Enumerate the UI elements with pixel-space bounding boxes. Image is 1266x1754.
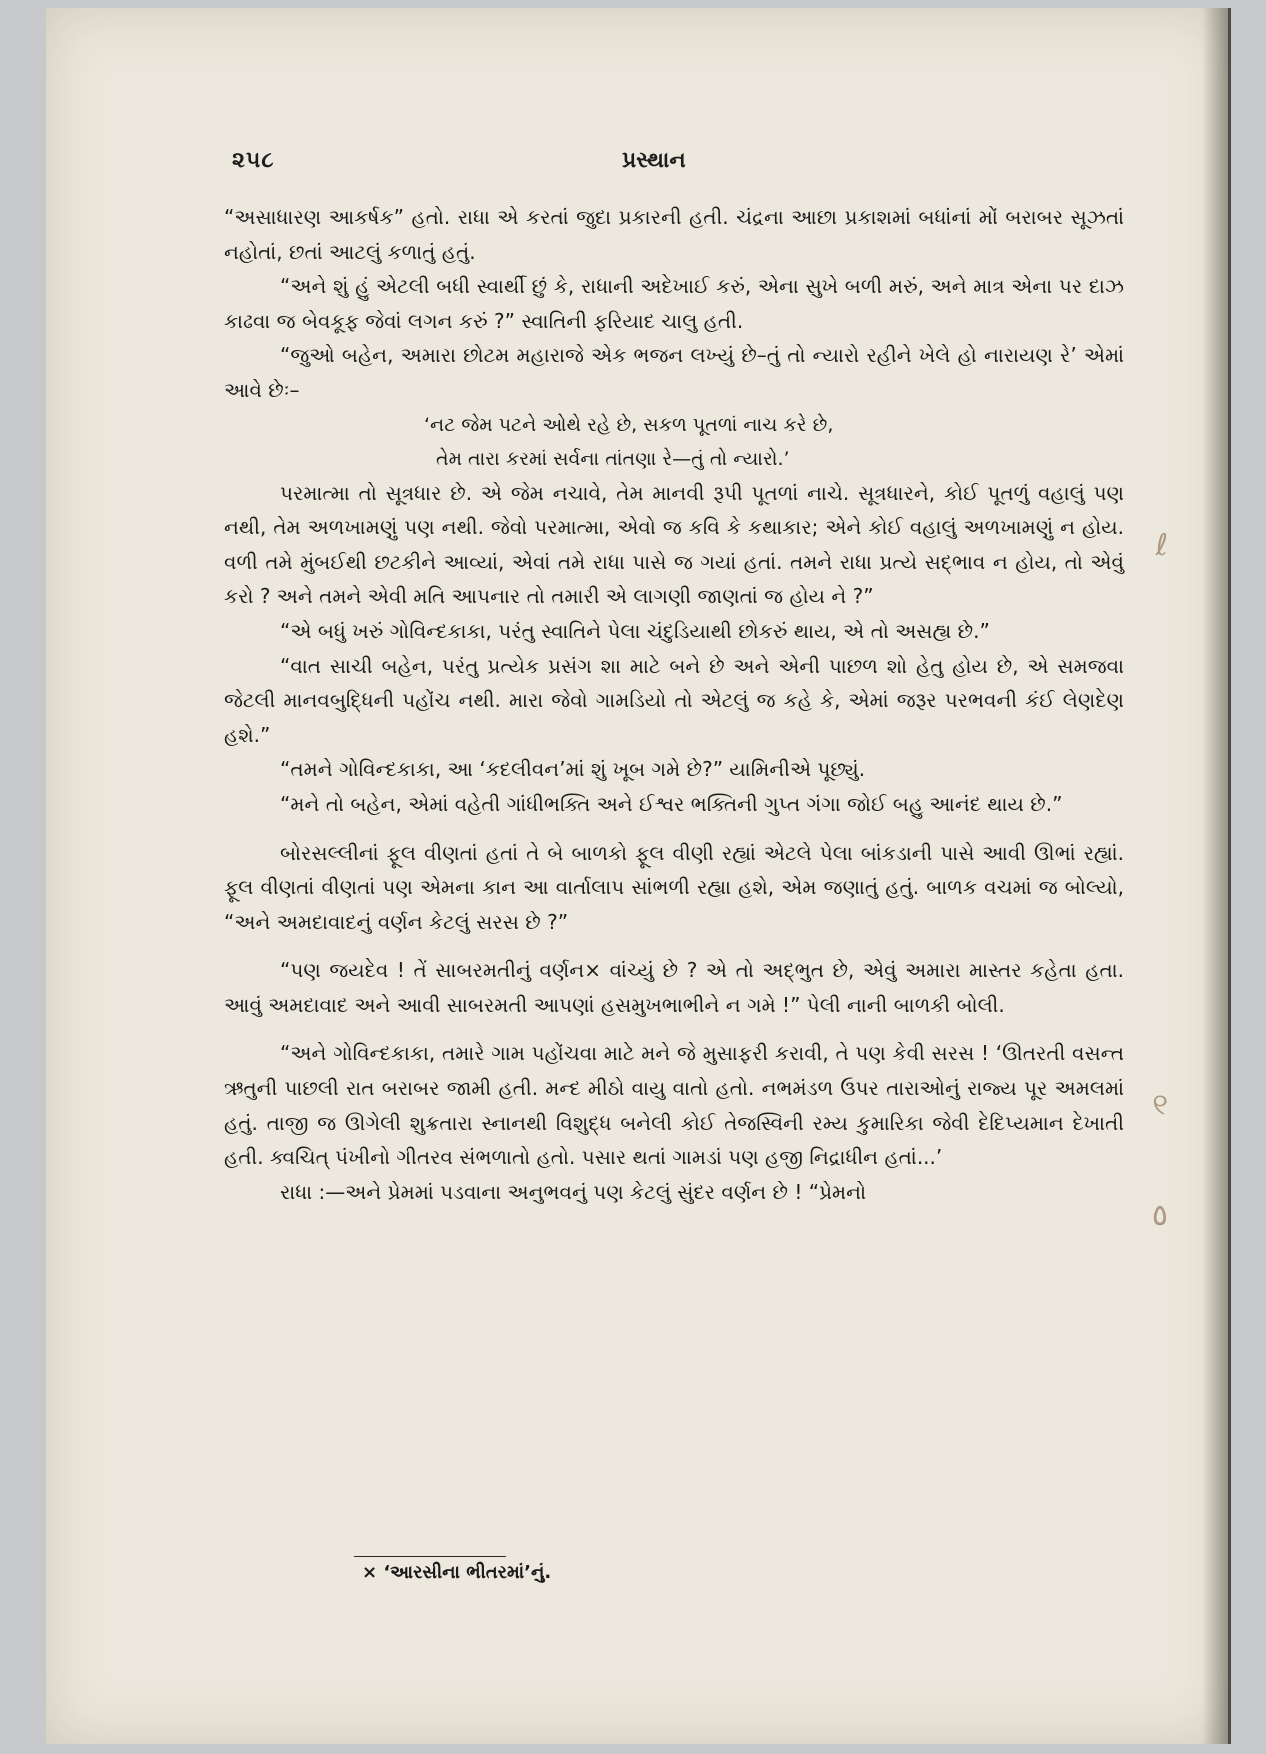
paragraph: “અને ગોવિન્દકાકા, તમારે ગામ પહોંચવા માટે મને જે મુસાફરી કરાવી, તે પણ કેવી સરસ ! ‘ઊતરતી વસન્ત ઋતુની પાછલી રાત બરાબર જામી હતી. મન્દ મીઠો વાયુ વાતો હતો. નભમંડળ ઉપર તારાઓનું રાજ્ય પૂર અમલમાં હતું. તાજી જ ઊગેલી શુક્રતારા સ્નાનથી વિશુદ્ધ બનેલી કોઈ તેજસ્વિની રમ્ય કુમારિકા જેવી દેદિપ્યમાન દેખાતી હતી. ક્વચિત્ પંખીનો ગીતરવ સંભળાતો હતો. પસાર થતાં ગામડાં પણ હજી નિદ્રાધીન હતાં...’ — [224, 1041, 1124, 1170]
paragraph: “તમને ગોવિન્દકાકા, આ ‘કદલીવન’માં શું ખૂબ ગમે છે?” યામિનીએ પૂછ્યું. — [280, 757, 866, 782]
paragraph: “વાત સાચી બહેન, પરંતુ પ્રત્યેક પ્રસંગ શા માટે બને છે અને એની પાછળ શો હેતુ હોય છે, એ સમજવા જેટલી માનવબુદ્ધિની પહોંચ નથી. મારા જેવો ગામડિયો તો એટલું જ કહે કે, એમાં જરૂર પરભવની કંઈ લેણદેણ હશે.” — [224, 653, 1124, 747]
margin-mark: ℓ — [1155, 528, 1168, 563]
paragraph: રાધા :—અને પ્રેમમાં પડવાના અનુભવનું પણ કેટલું સુંદર વર્ણન છે ! “પ્રેમનો — [280, 1179, 867, 1204]
margin-mark: ٥ — [1151, 1198, 1168, 1233]
paragraph: “એ બધું ખરું ગોવિન્દકાકા, પરંતુ સ્વાતિને પેલા ચંદુડિયાથી છોકરું થાય, એ તો અસહ્ય છે.” — [280, 618, 990, 643]
footnote-rule — [354, 1556, 506, 1557]
book-page — [46, 8, 1231, 1744]
page-header — [232, 146, 1132, 182]
paragraph: “અસાધારણ આકર્ષક” હતો. રાધા એ કરતાં જુદા પ્રકારની હતી. ચંદ્રના આછા પ્રકાશમાં બધાંનાં મોં બરાબર સૂઝતાં નહોતાં, છતાં આટલું કળાતું હતું. — [224, 205, 1124, 264]
verse-block — [224, 408, 1124, 476]
footnote: × ‘આરસીના ભીતરમાં’નું. — [362, 1562, 552, 1583]
paragraph: “પણ જયદેવ ! તેં સાબરમતીનું વર્ણન× વાંચ્યું છે ? એ તો અદ્ભુત છે, એવું અમારા માસ્તર કહેતા હતા. આવું અમદાવાદ અને આવી સાબરમતી આપણાં હસમુખભાભીને ન ગમે !” પેલી નાની બાળકી બોલી. — [224, 958, 1125, 1017]
running-title: પ્રસ્થાન — [622, 148, 686, 173]
verse-line: તેમ તારા કરમાં સર્વના તાંતણા રે—તું તો ન્યારો.’ — [436, 447, 790, 470]
page-number: ૨૫૮ — [232, 148, 275, 173]
body-text — [224, 200, 1124, 1209]
paragraph: “જુઓ બહેન, અમારા છોટમ મહારાજે એક ભજન લખ્યું છે–તું તો ન્યારો રહીને ખેલે હો નારાયણ રે’ એમાં આવે છેઃ– — [224, 343, 1124, 402]
paragraph: “મને તો બહેન, એમાં વહેતી ગાંધીભક્તિ અને ઈશ્વર ભક્તિની ગુપ્ત ગંગા જોઈ બહુ આનંદ થાય છે.” — [280, 791, 1063, 816]
paragraph: “અને શું હું એટલી બધી સ્વાર્થી છું કે, રાધાની અદેખાઈ કરું, એના સુખે બળી મરું, અને માત્ર એના પર દાઝ કાઢવા જ બેવકૂફ જેવાં લગન કરું ?” સ્વાતિની ફરિયાદ ચાલુ હતી. — [224, 274, 1124, 333]
paragraph: બોરસલ્લીનાં ફૂલ વીણતાં હતાં તે બે બાળકો ફૂલ વીણી રહ્યાં એટલે પેલા બાંકડાની પાસે આવી ઊભાં રહ્યાં. ફૂલ વીણતાં વીણતાં પણ એમના કાન આ વાર્તાલાપ સાંભળી રહ્યા હશે, એમ જણાતું હતું. બાળક વચમાં જ બોલ્યો, “અને અમદાવાદનું વર્ણન કેટલું સરસ છે ?” — [224, 840, 1124, 934]
verse-line: ‘નટ જેમ પટને ઓથે રહે છે, સકળ પૂતળાં નાચ કરે છે, — [424, 413, 834, 436]
margin-mark: ୧ — [1152, 1088, 1168, 1123]
paragraph: પરમાત્મા તો સૂત્રધાર છે. એ જેમ નચાવે, તેમ માનવી રૂપી પૂતળાં નાચે. સૂત્રધારને, કોઈ પૂતળું વહાલું પણ નથી, તેમ અળખામણું પણ નથી. જેવો પરમાત્મા, એવો જ કવિ કે કથાકાર; એને કોઈ વહાલું અળખામણું ન હોય. વળી તમે મુંબઈથી છટકીને આવ્યાં, એવાં તમે રાધા પાસે જ ગયાં હતાં. તમને રાધા પ્રત્યે સદ્ભાવ ન હોય, તો એવું કરો ? અને તમને એવી મતિ આપનાર તો તમારી એ લાગણી જાણતાં જ હોય ને ?” — [224, 480, 1124, 609]
